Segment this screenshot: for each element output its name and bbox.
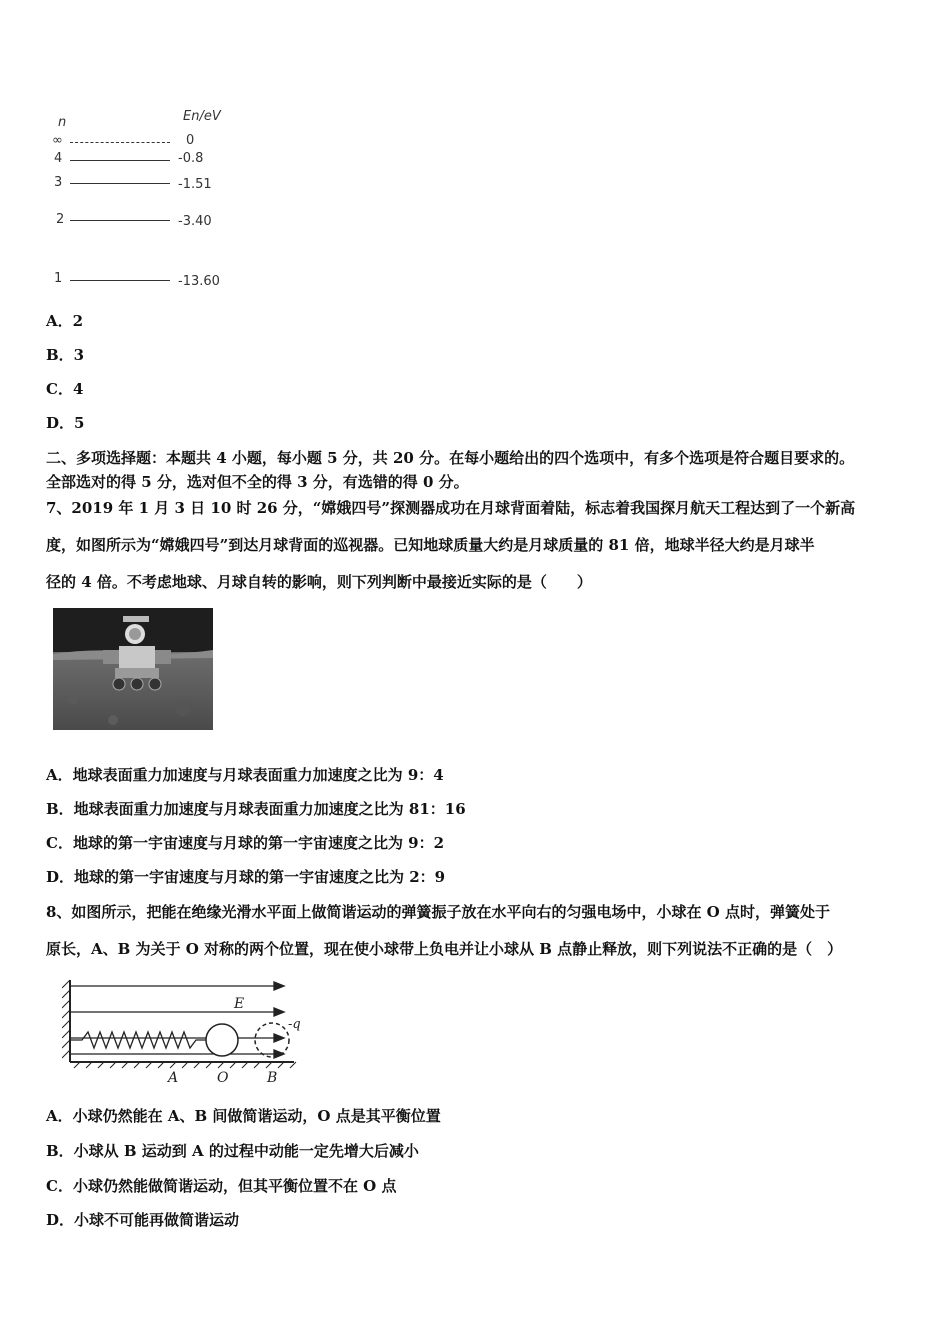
level-e-2: -3.40 [178, 214, 212, 229]
q6-option-a: A．2 [46, 312, 84, 330]
level-n-3: 3 [54, 175, 63, 190]
q8-option-b: B．小球从 B 运动到 A 的过程中动能一定先增大后减小 [46, 1142, 419, 1160]
section2-header-line1: 二、多项选择题：本题共 4 小题，每小题 5 分，共 20 分。在每小题给出的四个选项中，有多个选项是符合题目要求的。 [46, 449, 855, 467]
lunar-rover-illustration [53, 608, 213, 730]
level-line-3 [70, 183, 170, 184]
level-n-2: 2 [56, 212, 65, 227]
q6-option-d: D．5 [46, 414, 85, 432]
q7-option-c: C．地球的第一宇宙速度与月球的第一宇宙速度之比为 9：2 [46, 834, 445, 852]
level-line-4 [70, 160, 170, 161]
level-n-inf: ∞ [52, 133, 63, 148]
q8-option-c: C．小球仍然能做简谐运动，但其平衡位置不在 O 点 [46, 1177, 397, 1195]
q8-option-a: A．小球仍然能在 A、B 间做简谐运动，O 点是其平衡位置 [46, 1107, 441, 1125]
n-axis-label: n [58, 115, 67, 130]
spring-field-diagram [62, 976, 322, 1086]
field-label: E [234, 996, 245, 1012]
level-n-1: 1 [54, 271, 63, 286]
level-e-3: -1.51 [178, 177, 212, 192]
charge-label: -q [288, 1017, 301, 1032]
energy-axis-label: En/eV [183, 109, 221, 124]
point-o-label: O [217, 1070, 229, 1086]
q8-stem-line1: 8、如图所示，把能在绝缘光滑水平面上做简谐运动的弹簧振子放在水平向右的匀强电场中，小球在 O 点时，弹簧处于 [46, 903, 830, 921]
q7-stem-line1: 7、2019 年 1 月 3 日 10 时 26 分，“嫦娥四号”探测器成功在月球背面着陆，标志着我国探月航天工程达到了一个新高 [46, 499, 856, 517]
q6-option-b: B．3 [46, 346, 85, 364]
point-a-label: A [168, 1070, 179, 1086]
spring-field-figure [62, 976, 322, 1090]
q7-stem-line2: 度，如图所示为“嫦娥四号”到达月球背面的巡视器。已知地球质量大约是月球质量的 81 倍，地球半径大约是月球半 [46, 536, 815, 554]
section2-header-line2: 全部选对的得 5 分，选对但不全的得 3 分，有选错的得 0 分。 [46, 473, 469, 491]
level-n-4: 4 [54, 151, 63, 166]
level-line-2 [70, 220, 170, 221]
level-line-1 [70, 280, 170, 281]
point-b-label: B [267, 1070, 278, 1086]
level-e-1: -13.60 [178, 274, 220, 289]
q8-stem-line2: 原长，A、B 为关于 O 对称的两个位置，现在使小球带上负电并让小球从 B 点静止释放，则下列说法不正确的是（ ） [46, 940, 843, 958]
energy-level-diagram [48, 105, 248, 305]
q7-stem-line3: 径的 4 倍。不考虑地球、月球自转的影响，则下列判断中最接近实际的是（ ） [46, 573, 592, 591]
lunar-rover-photo [53, 608, 213, 730]
q7-option-b: B．地球表面重力加速度与月球表面重力加速度之比为 81：16 [46, 800, 466, 818]
q7-option-d: D．地球的第一宇宙速度与月球的第一宇宙速度之比为 2：9 [46, 868, 446, 886]
q6-option-c: C．4 [46, 380, 84, 398]
q7-option-a: A．地球表面重力加速度与月球表面重力加速度之比为 9：4 [46, 766, 444, 784]
level-e-4: -0.8 [178, 151, 204, 166]
q8-option-d: D．小球不可能再做简谐运动 [46, 1211, 240, 1229]
level-line-inf [70, 142, 170, 143]
level-e-inf: 0 [186, 133, 195, 148]
